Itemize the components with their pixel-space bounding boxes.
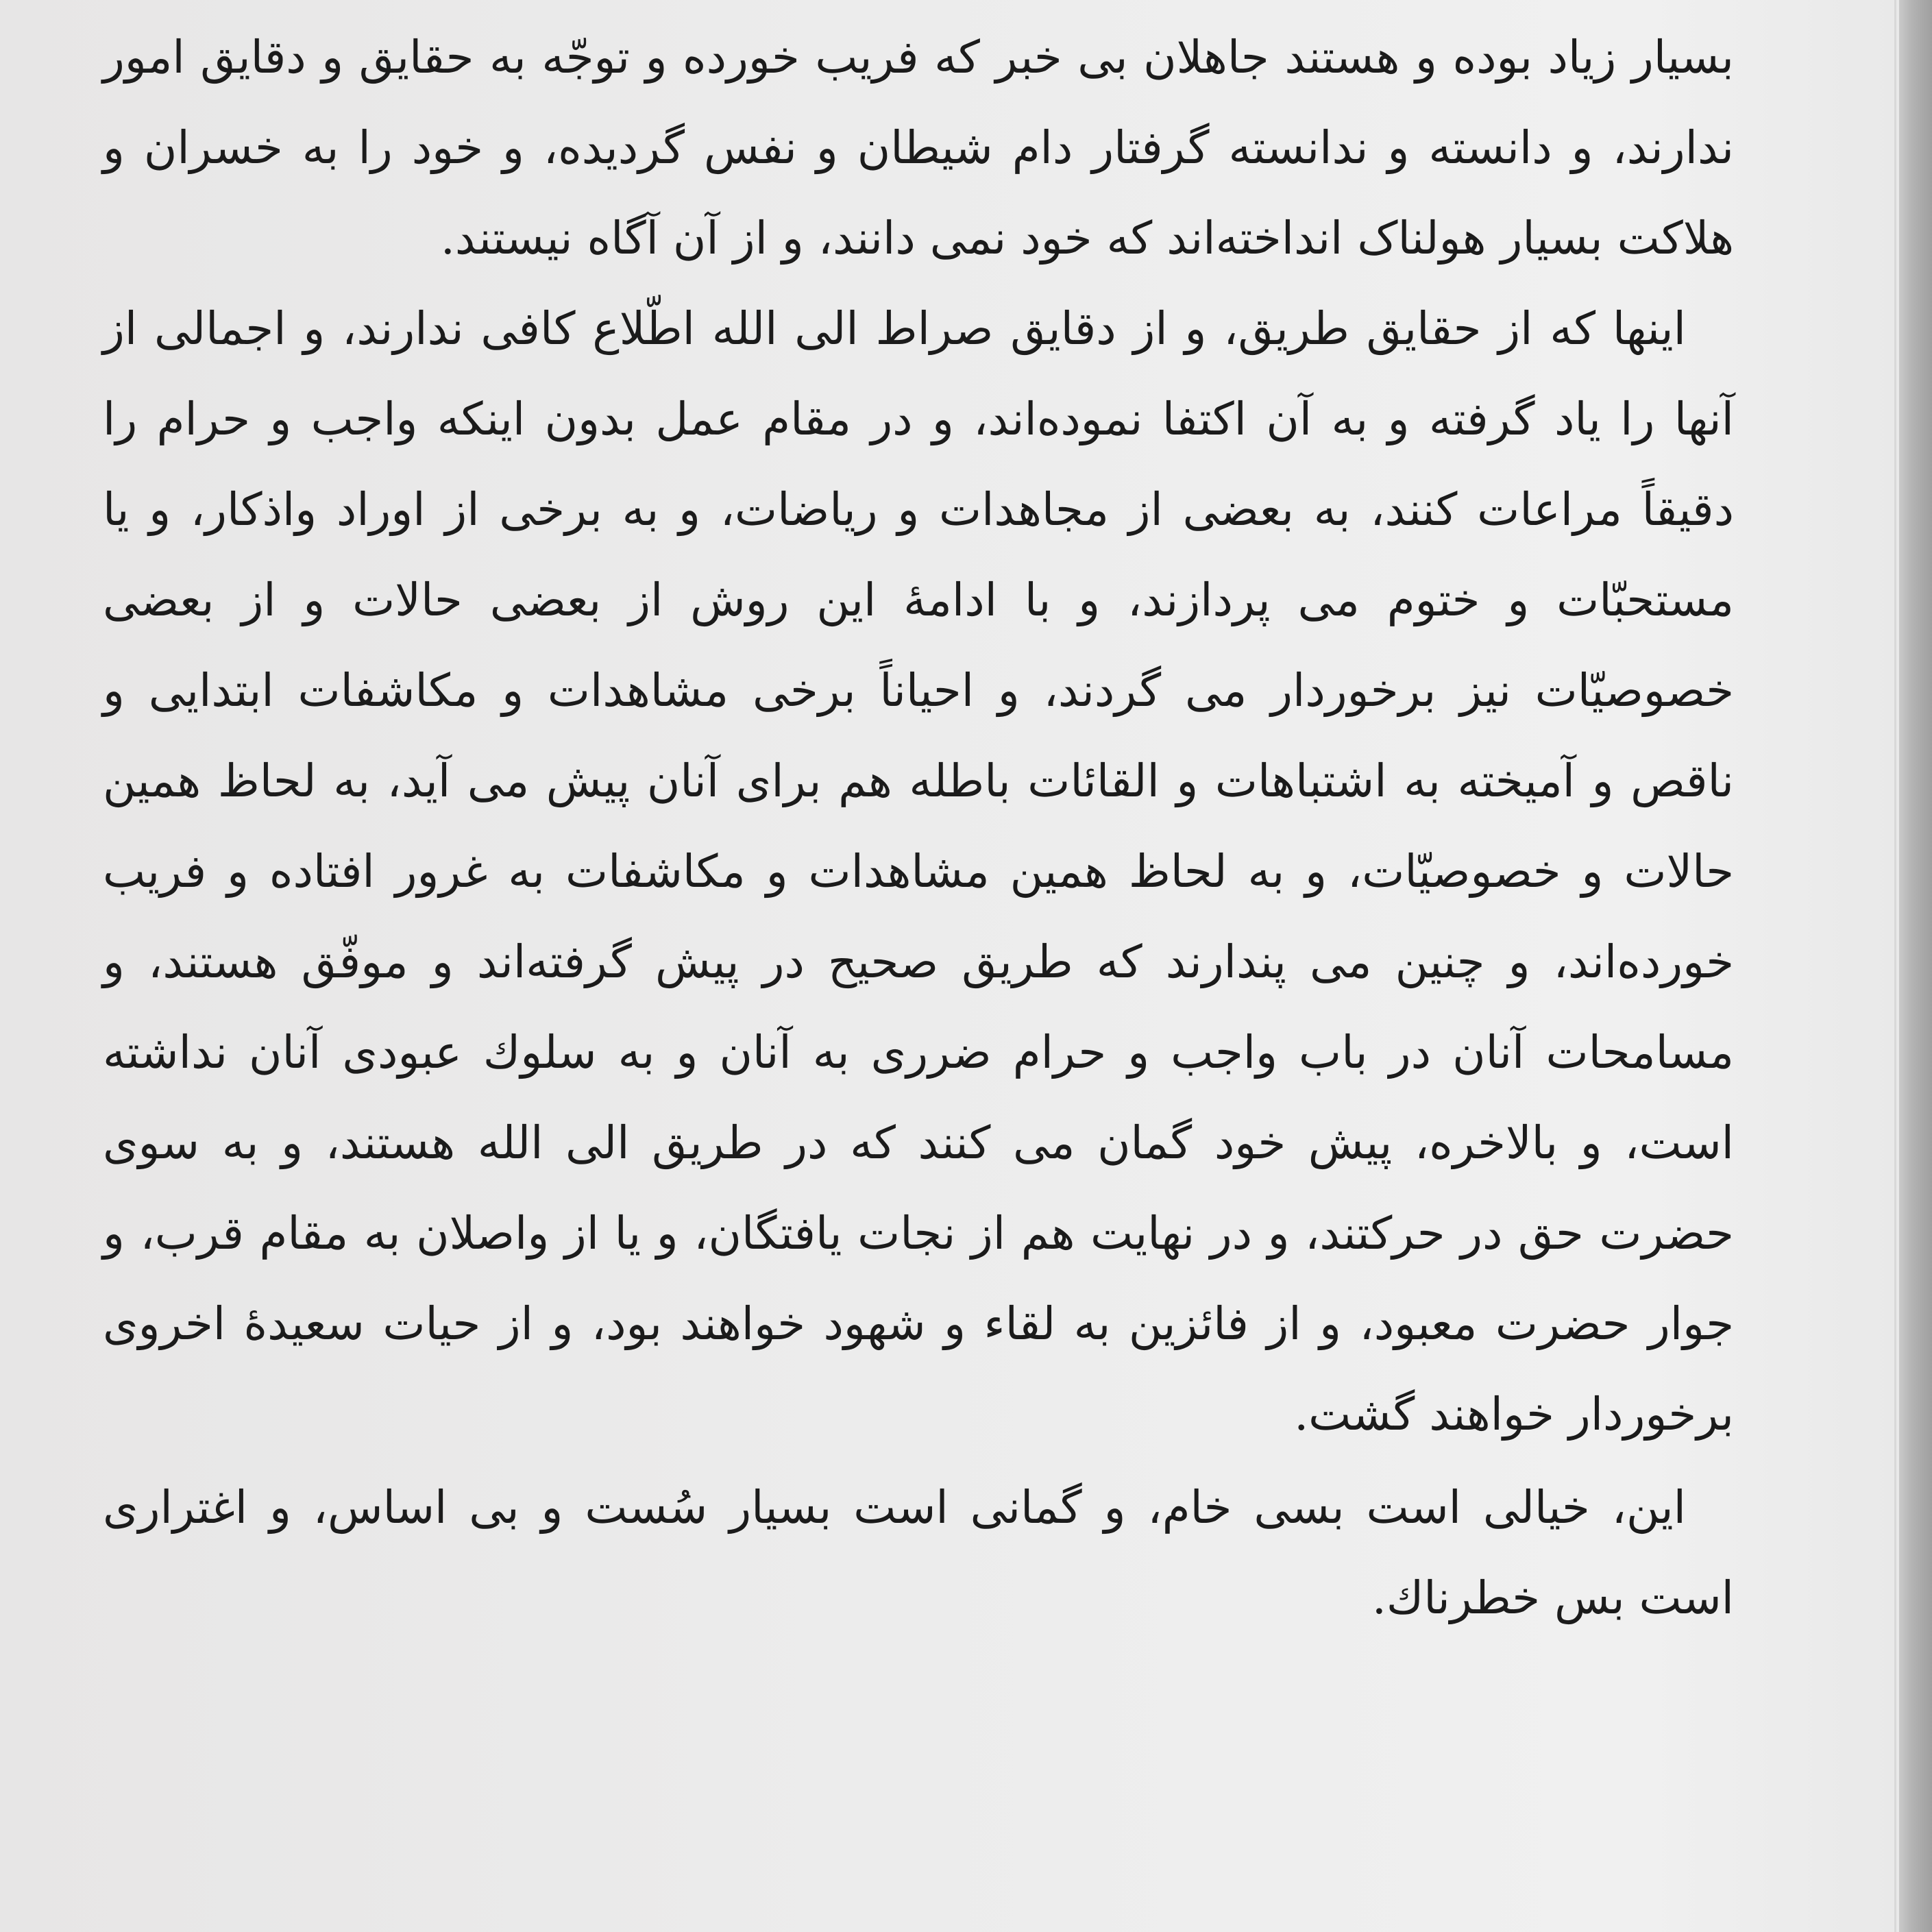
- paragraph-1: بسیار زیاد بوده و هستند جاهلان بی خبر که فریب خورده و توجّه به حقایق و دقایق امور ندارند، و دانسته و ندانسته گرفتار دام شیطان و نفس گردیده، و خود را به خسران و هلاکت بسیار هولناک انداخته‌اند که خود نمی دانند، و از آن آگاه نیستند.: [103, 31, 1734, 265]
- page-edge-line: [1894, 0, 1896, 1932]
- book-gutter: [1899, 0, 1932, 1932]
- paragraph-3: این، خیالی است بسی خام، و گمانی است بسیار سُست و بی اساس، و اغتراری است بس خطرناك.: [103, 1481, 1734, 1624]
- paragraph-2: اینها که از حقایق طریق، و از دقایق صراط الی الله اطّلاع کافی ندارند، و اجمالی از آنها را یاد گرفته و به آن اکتفا نموده‌اند، و در مقام عمل بدون اینکه واجب و حرام را دقیقاً مراعات کنند، به بعضی از مجاهدات و ریاضات، و به برخی از اوراد واذکار، و یا مستحبّات و ختوم می پردازند، و با ادامهٔ این روش از بعضی حالات و از بعضی خصوصیّات نیز برخوردار می گردند، و احیاناً برخی مشاهدات و مکاشفات ابتدایی و ناقص و آمیخته به اشتباهات و القائات باطله هم برای آنان پیش می آید، به لحاظ همین حالات و خصوصیّات، و به لحاظ همین مشاهدات و مکاشفات به غرور افتاده و فریب خورده‌اند، و چنین می پندارند که طریق صحیح در پیش گرفته‌اند و موفّق هستند، و مسامحات آنان در باب واجب و حرام ضرری به آنان و به سلوك عبودی آنان نداشته است، و بالاخره، پیش خود گمان می کنند که در طریق الی الله هستند، و به سوی حضرت حق در حرکتند، و در نهایت هم از نجات یافتگان، و یا از واصلان به مقام قرب، و جوار حضرت معبود، و از فائزین به لقاء و شهود خواهند بود، و از حیات سعیدهٔ اخروی برخوردار خواهند گشت.: [103, 302, 1734, 1441]
- body-text: [103, 12, 1734, 1643]
